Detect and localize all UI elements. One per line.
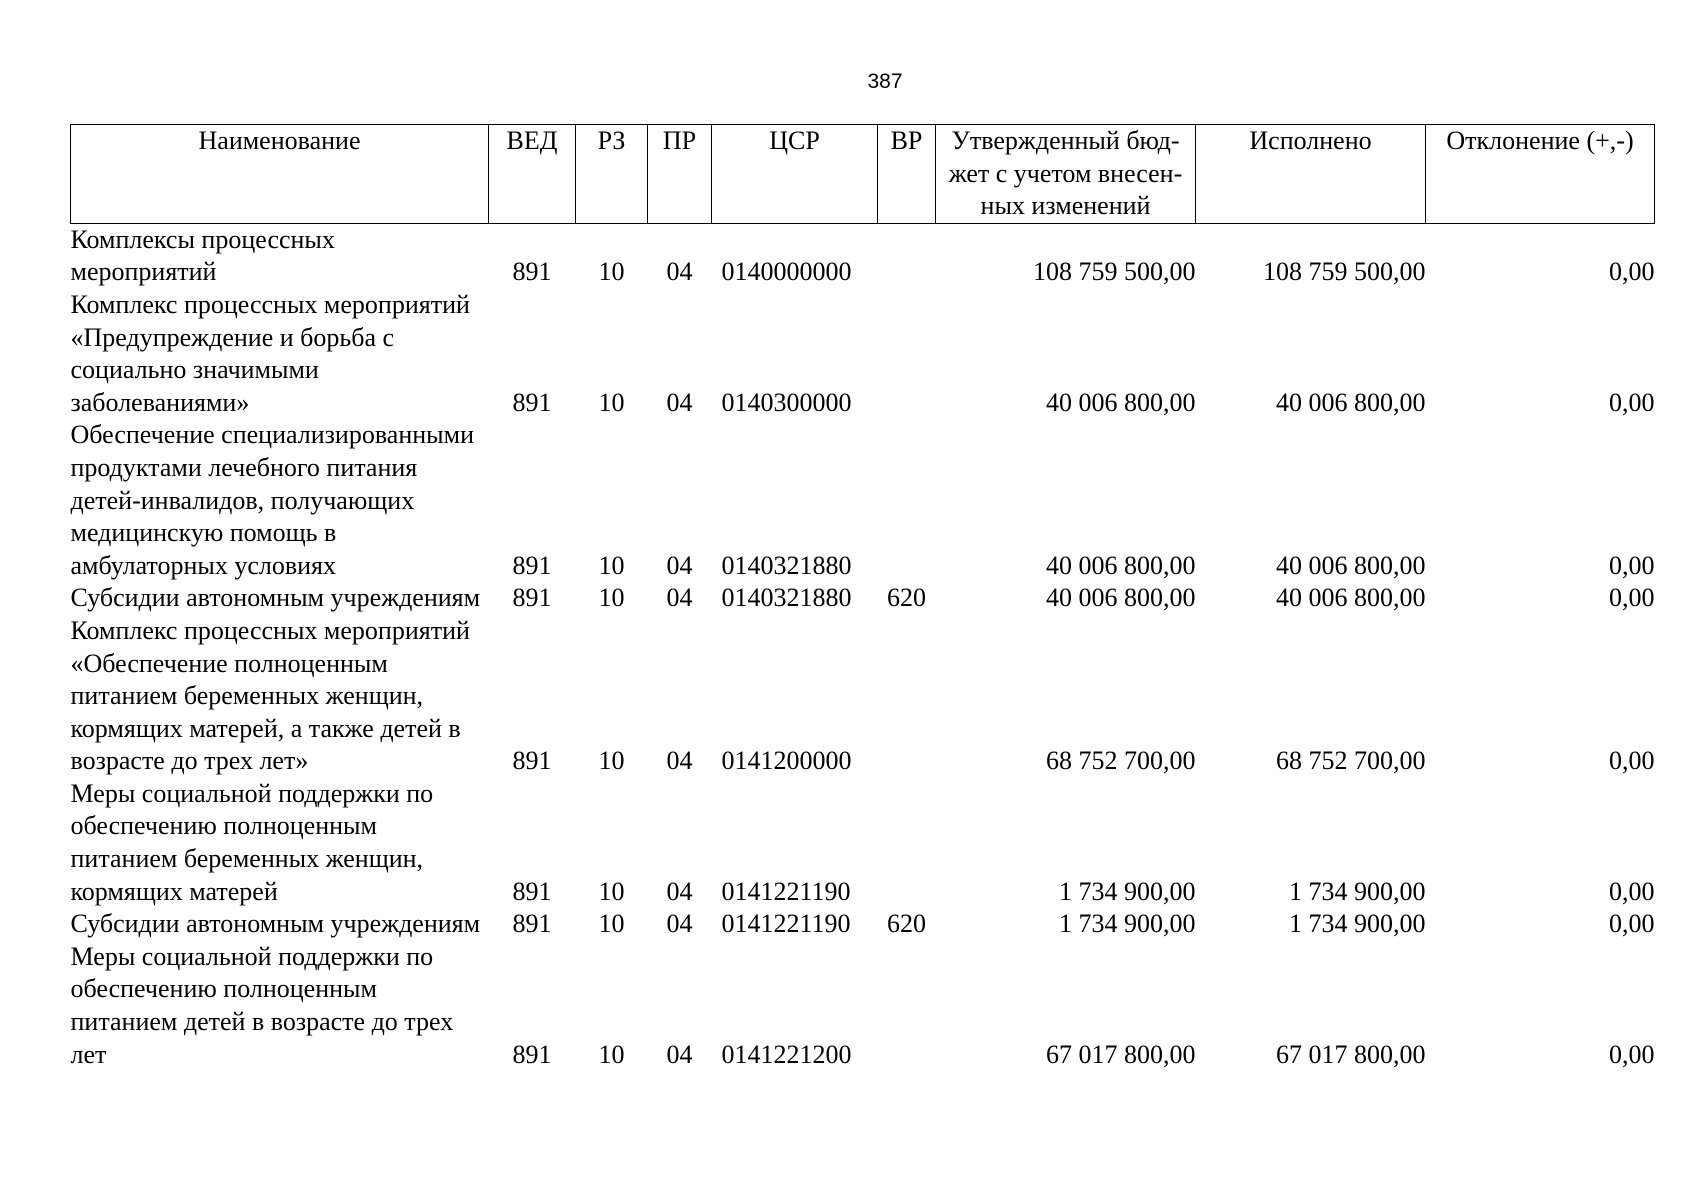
row-vr <box>878 778 936 908</box>
row-executed: 108 759 500,00 <box>1263 257 1426 287</box>
table-row <box>71 778 1655 908</box>
row-approved: 40 006 800,00 <box>1046 550 1196 580</box>
row-rz: 10 <box>598 387 625 417</box>
header-deviation: Отклонение (+,-) <box>1426 125 1655 224</box>
row-pr: 04 <box>666 550 693 580</box>
table-row <box>71 289 1655 419</box>
row-executed: 40 006 800,00 <box>1276 387 1426 417</box>
row-rz: 10 <box>598 257 625 287</box>
row-ved: 891 <box>512 583 552 613</box>
row-pr: 04 <box>666 387 693 417</box>
header-approved: Утвержденный бюд-жет с учетом внесен-ных изменений <box>936 125 1196 224</box>
row-rz: 10 <box>598 876 625 906</box>
header-csr: ЦСР <box>712 125 878 224</box>
table-row <box>71 223 1655 289</box>
table-body <box>71 223 1655 1071</box>
table-row <box>71 419 1655 582</box>
row-ved: 891 <box>512 550 552 580</box>
row-ved: 891 <box>512 909 552 939</box>
page-number: 387 <box>867 70 903 93</box>
table-row <box>71 615 1655 778</box>
row-deviation: 0,00 <box>1609 1039 1655 1069</box>
row-csr: 0141221200 <box>721 1039 852 1069</box>
table-header <box>71 125 1655 224</box>
row-deviation: 0,00 <box>1609 387 1655 417</box>
budget-table <box>70 124 1655 1071</box>
row-approved: 108 759 500,00 <box>1033 257 1196 287</box>
table-row <box>71 582 1655 615</box>
header-vr: ВР <box>878 125 936 224</box>
row-csr: 0140321880 <box>721 550 852 580</box>
row-name: Субсидии автономным учреждениям <box>70 909 481 939</box>
row-rz: 10 <box>598 583 625 613</box>
row-rz: 10 <box>598 1039 625 1069</box>
row-vr <box>878 615 936 778</box>
header-name: Наименование <box>71 125 489 224</box>
row-csr: 0140321880 <box>721 583 852 613</box>
row-vr <box>878 941 936 1071</box>
row-pr: 04 <box>666 876 693 906</box>
row-executed: 68 752 700,00 <box>1276 746 1426 776</box>
header-pr: ПР <box>648 125 712 224</box>
row-pr: 04 <box>666 1039 693 1069</box>
row-vr <box>878 289 936 419</box>
row-pr: 04 <box>666 746 693 776</box>
row-name: Меры социальной поддержки по обеспечению полноценным питанием детей в возрасте до трех лет <box>70 941 454 1069</box>
row-csr: 0140300000 <box>721 387 852 417</box>
row-vr: 620 <box>887 909 926 939</box>
row-executed: 1 734 900,00 <box>1289 876 1426 906</box>
row-approved: 67 017 800,00 <box>1046 1039 1196 1069</box>
header-rz: РЗ <box>576 125 648 224</box>
row-deviation: 0,00 <box>1609 909 1655 939</box>
row-csr: 0141200000 <box>721 746 852 776</box>
row-name: Меры социальной поддержки по обеспечению полноценным питанием беременных женщин, кормящих матерей <box>70 778 434 906</box>
row-approved: 1 734 900,00 <box>1059 876 1196 906</box>
row-ved: 891 <box>512 387 552 417</box>
row-rz: 10 <box>598 550 625 580</box>
row-name: Комплексы процессных мероприятий <box>70 224 335 287</box>
row-executed: 1 734 900,00 <box>1289 909 1426 939</box>
row-approved: 68 752 700,00 <box>1046 746 1196 776</box>
row-deviation: 0,00 <box>1609 876 1655 906</box>
row-ved: 891 <box>512 1039 552 1069</box>
row-name: Комплекс процессных мероприятий «Обеспечение полноценным питанием беременных женщин, кормящих матерей, а также детей в возрасте до трех лет» <box>70 615 470 776</box>
table-row <box>71 941 1655 1071</box>
row-executed: 67 017 800,00 <box>1276 1039 1426 1069</box>
row-name: Обеспечение специализированными продуктами лечебного питания детей-инвалидов, получающих медицинскую помощь в амбулаторных условиях <box>70 420 474 580</box>
row-pr: 04 <box>666 583 693 613</box>
row-deviation: 0,00 <box>1609 550 1655 580</box>
row-pr: 04 <box>666 909 693 939</box>
row-deviation: 0,00 <box>1609 257 1655 287</box>
row-vr <box>878 223 936 289</box>
row-rz: 10 <box>598 746 625 776</box>
row-ved: 891 <box>512 746 552 776</box>
row-executed: 40 006 800,00 <box>1276 550 1426 580</box>
row-name: Субсидии автономным учреждениям <box>70 583 481 613</box>
row-name: Комплекс процессных мероприятий «Предупреждение и борьба с социально значимыми заболеваниями» <box>70 289 470 417</box>
row-approved: 40 006 800,00 <box>1046 387 1196 417</box>
row-approved: 1 734 900,00 <box>1059 909 1196 939</box>
row-ved: 891 <box>512 876 552 906</box>
row-approved: 40 006 800,00 <box>1046 583 1196 613</box>
row-deviation: 0,00 <box>1609 746 1655 776</box>
row-pr: 04 <box>666 257 693 287</box>
row-csr: 0140000000 <box>721 257 852 287</box>
row-csr: 0141221190 <box>721 876 851 906</box>
table-row <box>71 908 1655 941</box>
row-ved: 891 <box>512 257 552 287</box>
row-vr <box>878 419 936 582</box>
header-executed: Исполнено <box>1196 125 1426 224</box>
row-executed: 40 006 800,00 <box>1276 583 1426 613</box>
row-vr: 620 <box>887 583 926 613</box>
row-csr: 0141221190 <box>721 909 851 939</box>
header-ved: ВЕД <box>489 125 576 224</box>
row-rz: 10 <box>598 909 625 939</box>
row-deviation: 0,00 <box>1609 583 1655 613</box>
